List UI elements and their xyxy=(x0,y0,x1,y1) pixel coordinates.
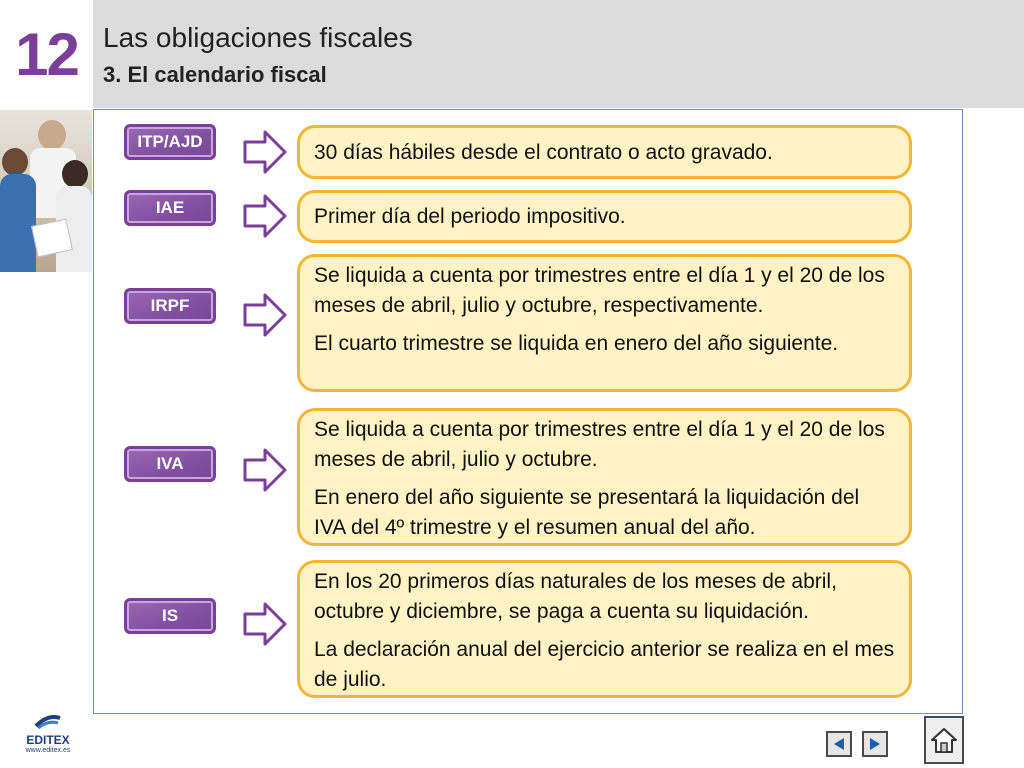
tag-label: IS xyxy=(161,606,179,625)
text-box-iva xyxy=(297,408,912,546)
chapter-number: 12 xyxy=(15,20,78,88)
tag-label: IVA xyxy=(156,454,184,473)
next-button[interactable] xyxy=(862,731,888,757)
prev-icon xyxy=(831,736,847,752)
arrow-right-icon xyxy=(243,448,287,492)
tag-iva xyxy=(124,446,216,482)
paragraph: El cuarto trimestre se liquida en enero del año siguiente. xyxy=(314,332,839,355)
paragraph: Primer día del periodo impositivo. xyxy=(314,205,626,228)
text-box-itp-ajd xyxy=(297,125,912,179)
paragraph: En enero del año siguiente se presentará la liquidación del IVA del 4º trimestre y el resumen anual del año. xyxy=(314,486,860,539)
tag-is xyxy=(124,598,216,634)
text-box-irpf xyxy=(297,254,912,392)
arrow-right-icon xyxy=(243,293,287,337)
business-people-photo xyxy=(0,110,92,272)
prev-button[interactable] xyxy=(826,731,852,757)
text-box-is xyxy=(297,560,912,698)
tag-itp-ajd xyxy=(124,124,216,160)
home-button[interactable] xyxy=(924,716,964,764)
paragraph: La declaración anual del ejercicio anterior se realiza en el mes de julio. xyxy=(314,638,895,691)
editex-logo xyxy=(18,712,78,762)
paragraph: Se liquida a cuenta por trimestres entre el día 1 y el 20 de los meses de abril, julio y octubre. xyxy=(314,418,885,471)
header-bar xyxy=(93,0,1024,108)
tag-label: IRPF xyxy=(150,296,190,315)
logo-url: www.editex.es xyxy=(25,747,71,754)
text-box-iae xyxy=(297,190,912,243)
home-icon xyxy=(929,725,959,755)
editex-logo-icon xyxy=(33,712,63,730)
tag-iae xyxy=(124,190,216,226)
paragraph: En los 20 primeros días naturales de los meses de abril, octubre y diciembre, se paga a cuenta su liquidación. xyxy=(314,570,837,623)
tag-irpf xyxy=(124,288,216,324)
page-title: Las obligaciones fiscales xyxy=(103,22,413,53)
paragraph: 30 días hábiles desde el contrato o acto gravado. xyxy=(314,141,773,164)
logo-text: EDITEX xyxy=(26,733,70,747)
tag-label: IAE xyxy=(155,198,185,217)
page-subtitle: 3. El calendario fiscal xyxy=(103,62,327,87)
tag-label: ITP/AJD xyxy=(137,132,203,151)
paragraph: Se liquida a cuenta por trimestres entre el día 1 y el 20 de los meses de abril, julio y octubre, respectivamente. xyxy=(314,264,885,317)
arrow-right-icon xyxy=(243,602,287,646)
arrow-right-icon xyxy=(243,130,287,174)
arrow-right-icon xyxy=(243,194,287,238)
next-icon xyxy=(867,736,883,752)
